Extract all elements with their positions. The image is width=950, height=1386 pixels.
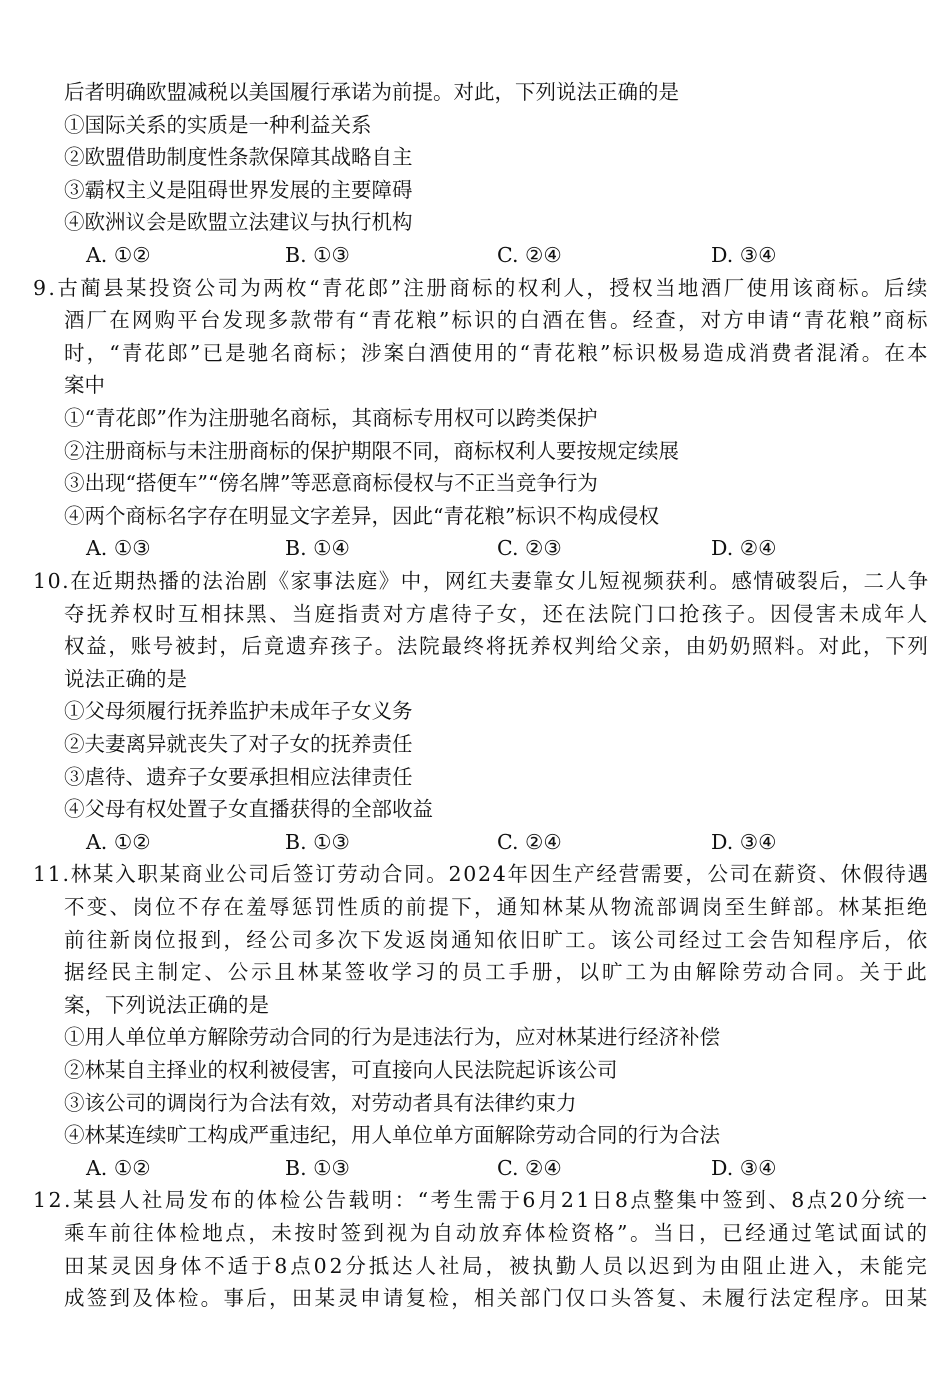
option-b: B. ①③ xyxy=(285,1155,350,1180)
question-9-stem-line: 酒厂在网购平台发现多款带有“青花粮”标识的白酒在售。经查，对方申请“青花粮”商标 xyxy=(64,308,930,333)
option-b: B. ①③ xyxy=(285,243,350,267)
question-11-stem-line: 前往新岗位报到，经公司多次下发返岗通知依旧旷工。该公司经过工会告知程序后，依 xyxy=(64,927,930,952)
question-10-statement: ③虐待、遗弃子女要承担相应法律责任 xyxy=(64,764,413,789)
option-d: D. ②④ xyxy=(711,536,777,561)
question-10-statement: ①父母须履行抚养监护未成年子女义务 xyxy=(64,699,413,724)
question-10-stem-line: 说法正确的是 xyxy=(64,666,187,691)
question-9-statement: ②注册商标与未注册商标的保护期限不同，商标权利人要按规定续展 xyxy=(64,438,679,463)
question-11-statement: ①用人单位单方解除劳动合同的行为是违法行为，应对林某进行经济补偿 xyxy=(64,1025,720,1050)
option-c: C. ②③ xyxy=(497,536,562,561)
question-10-statement: ②夫妻离异就丧失了对子女的抚养责任 xyxy=(64,732,413,756)
question-9-stem-line: 时，“青花郎”已是驰名商标；涉案白酒使用的“青花粮”标识极易造成消费者混淆。在本 xyxy=(64,340,930,365)
option-c: C. ②④ xyxy=(497,1155,562,1180)
option-d: D. ③④ xyxy=(711,243,777,267)
question-10-stem-line: 权益，账号被封，后竟遗弃孩子。法院最终将抚养权判给父亲，由奶奶照料。对此，下列 xyxy=(64,634,930,659)
question-9-statement: ④两个商标名字存在明显文字差异，因此“青花粮”标识不构成侵权 xyxy=(64,503,659,528)
question-11-statement: ③该公司的调岗行为合法有效，对劳动者具有法律约束力 xyxy=(64,1090,577,1115)
option-d: D. ③④ xyxy=(711,1155,777,1180)
option-a: A. ①② xyxy=(86,243,151,267)
question-8-statement: ①国际关系的实质是一种利益关系 xyxy=(64,112,372,137)
question-11-stem-line: 据经民主制定、公示且林某签收学习的员工手册，以旷工为由解除劳动合同。关于此 xyxy=(64,960,930,985)
option-b: B. ①④ xyxy=(285,536,350,561)
question-9-statement: ③出现“搭便车”“傍名牌”等恶意商标侵权与不正当竞争行为 xyxy=(64,471,598,496)
question-11-stem-line: 不变、岗位不存在羞辱惩罚性质的前提下，通知林某从物流部调岗至生鲜部。林某拒绝 xyxy=(64,895,930,919)
option-d: D. ③④ xyxy=(711,829,777,854)
question-9-statement: ①“青花郎”作为注册驰名商标，其商标专用权可以跨类保护 xyxy=(64,406,598,430)
question-10-statement: ④父母有权处置子女直播获得的全部收益 xyxy=(64,797,433,822)
question-12-stem: 12.某县人社局发布的体检公告载明：“考生需于6月21日8点整集中签到、8点20分统一 xyxy=(33,1188,930,1213)
option-a: A. ①② xyxy=(86,829,151,854)
question-11-statement: ②林某自主择业的权利被侵害，可直接向人民法院起诉该公司 xyxy=(64,1058,618,1082)
option-c: C. ②④ xyxy=(497,243,562,267)
option-a: A. ①② xyxy=(86,1155,151,1180)
question-11-stem: 11.林某入职某商业公司后签订劳动合同。2024年因生产经营需要，公司在薪资、休假待遇 xyxy=(33,862,930,887)
question-10-stem: 10.在近期热播的法治剧《家事法庭》中，网红夫妻靠女儿短视频获利。感情破裂后，二人争 xyxy=(33,569,930,593)
question-8-statement: ②欧盟借助制度性条款保障其战略自主 xyxy=(64,145,413,170)
question-8-stem: 后者明确欧盟减税以美国履行承诺为前提。对此，下列说法正确的是 xyxy=(64,80,679,104)
question-11-stem-line: 案，下列说法正确的是 xyxy=(64,992,269,1017)
option-c: C. ②④ xyxy=(497,829,562,854)
question-11-statement: ④林某连续旷工构成严重违纪，用人单位单方面解除劳动合同的行为合法 xyxy=(64,1123,720,1148)
option-a: A. ①③ xyxy=(86,536,151,561)
option-b: B. ①③ xyxy=(285,829,350,854)
question-9-stem: 9.古蔺县某投资公司为两枚“青花郎”注册商标的权利人，授权当地酒厂使用该商标。后续 xyxy=(33,275,930,300)
question-9-stem-line: 案中 xyxy=(64,373,105,398)
question-8-statement: ④欧洲议会是欧盟立法建议与执行机构 xyxy=(64,210,413,235)
question-8-statement: ③霸权主义是阻碍世界发展的主要障碍 xyxy=(64,177,413,202)
question-12-stem-line: 乘车前往体检地点，未按时签到视为自动放弃体检资格”。当日，已经通过笔试面试的 xyxy=(64,1221,930,1245)
question-12-stem-line: 田某灵因身体不适于8点02分抵达人社局，被执勤人员以迟到为由阻止进入，未能完 xyxy=(64,1253,930,1278)
question-12-stem-line: 成签到及体检。事后，田某灵申请复检，相关部门仅口头答复、未履行法定程序。田某 xyxy=(64,1286,930,1311)
question-10-stem-line: 夺抚养权时互相抹黑、当庭指责对方虐待子女，还在法院门口抢孩子。因侵害未成年人 xyxy=(64,601,930,626)
